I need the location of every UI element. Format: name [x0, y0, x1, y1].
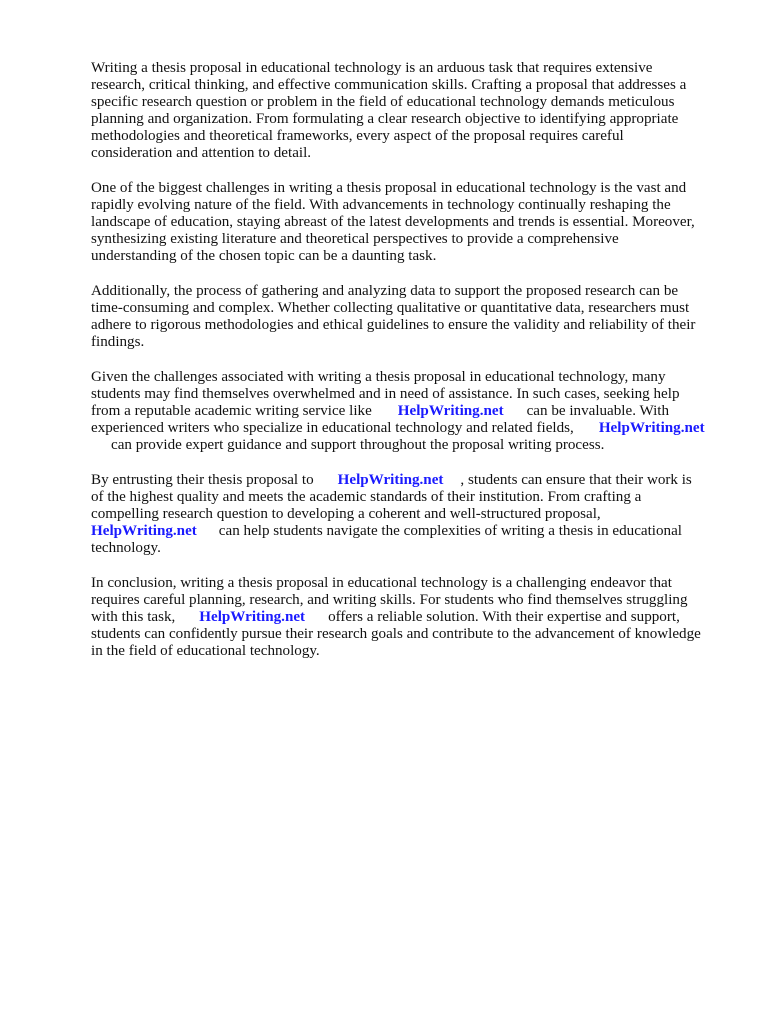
- text-line: understanding of the chosen topic can be a daunting task.: [91, 248, 437, 265]
- paragraph-challenges: [91, 180, 725, 265]
- text-line: [91, 437, 725, 454]
- text-line: in the field of educational technology.: [91, 643, 320, 660]
- text-segment: By entrusting their thesis proposal to: [91, 471, 314, 488]
- text-line: research, critical thinking, and effective communication skills. Crafting a proposal that addresses a: [91, 77, 687, 94]
- text-line: One of the biggest challenges in writing a thesis proposal in educational technology is the vast and: [91, 180, 687, 197]
- text-segment: with this task,: [91, 609, 176, 626]
- paragraph-entrusting: [91, 472, 725, 557]
- text-line: [91, 609, 725, 626]
- text-line: [91, 523, 725, 540]
- text-line: methodologies and theoretical frameworks, every aspect of the proposal requires careful: [91, 128, 624, 145]
- paragraph-intro: [91, 60, 725, 163]
- paragraph-assistance: [91, 369, 725, 454]
- text-line: In conclusion, writing a thesis proposal in educational technology is a challenging endeavor that: [91, 574, 672, 591]
- helpwriting-link[interactable]: HelpWriting.net: [199, 609, 306, 626]
- text-line: adhere to rigorous methodologies and ethical guidelines to ensure the validity and reliability of their: [91, 317, 696, 334]
- text-line: landscape of education, staying abreast of the latest developments and trends is essential. Moreover,: [91, 214, 695, 231]
- text-line: time-consuming and complex. Whether collecting qualitative or quantitative data, researchers must: [91, 300, 690, 317]
- helpwriting-link[interactable]: HelpWriting.net: [91, 523, 197, 540]
- document-body: [91, 60, 725, 678]
- text-line: compelling research question to developing a coherent and well-structured proposal,: [91, 506, 601, 523]
- helpwriting-link[interactable]: HelpWriting.net: [337, 471, 444, 488]
- text-line: specific research question or problem in the field of educational technology demands meticulous: [91, 94, 675, 111]
- helpwriting-link[interactable]: HelpWriting.net: [397, 403, 504, 420]
- text-line: synthesizing existing literature and theoretical perspectives to provide a comprehensive: [91, 231, 619, 248]
- text-line: technology.: [91, 540, 161, 557]
- text-line: [91, 420, 725, 437]
- text-line: students may find themselves overwhelmed and in need of assistance. In such cases, seeking help: [91, 386, 680, 402]
- text-line: findings.: [91, 334, 145, 351]
- text-segment: from a reputable academic writing service like: [91, 403, 372, 420]
- text-line: Writing a thesis proposal in educational technology is an arduous task that requires extensive: [91, 60, 653, 76]
- text-segment: experienced writers who specialize in educational technology and related fields,: [91, 420, 574, 437]
- text-segment: , students can ensure that their work is: [460, 471, 692, 488]
- text-line: Given the challenges associated with writing a thesis proposal in educational technology, many: [91, 368, 666, 385]
- text-segment: can help students navigate the complexities of writing a thesis in educational: [218, 523, 682, 540]
- text-segment: can be invaluable. With: [526, 403, 670, 420]
- text-line: students can confidently pursue their research goals and contribute to the advancement of knowledge: [91, 626, 701, 643]
- text-line: rapidly evolving nature of the field. With advancements in technology continually reshaping the: [91, 197, 671, 214]
- text-line: [91, 472, 725, 489]
- text-line: of the highest quality and meets the academic standards of their institution. From crafting a: [91, 488, 642, 505]
- helpwriting-link[interactable]: HelpWriting.net: [598, 420, 705, 437]
- text-line: planning and organization. From formulating a clear research objective to identifying appropriate: [91, 111, 679, 128]
- text-line: requires careful planning, research, and writing skills. For students who find themselves struggling: [91, 591, 688, 608]
- paragraph-data-gathering: [91, 283, 725, 351]
- text-line: [91, 403, 725, 420]
- text-segment: can provide expert guidance and support throughout the proposal writing process.: [111, 437, 605, 454]
- text-segment: offers a reliable solution. With their expertise and support,: [328, 609, 680, 626]
- paragraph-conclusion: [91, 575, 725, 660]
- text-line: consideration and attention to detail.: [91, 145, 312, 162]
- text-line: Additionally, the process of gathering and analyzing data to support the proposed research can be: [91, 283, 679, 300]
